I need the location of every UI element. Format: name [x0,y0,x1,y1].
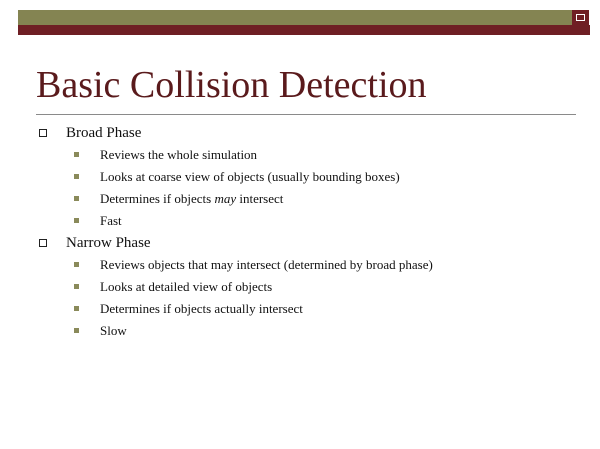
bullet-text: Determines if objects actually intersect [100,301,303,316]
bullet-text: Reviews the whole simulation [100,147,258,162]
bullet-level2-item [36,254,581,276]
slide-title: Basic Collision Detection [36,64,427,106]
bullet-text: Slow [100,323,127,338]
filled-square-bullet-icon [74,262,79,267]
corner-square-inner-icon [576,14,585,21]
bullet-text: intersect [236,191,284,206]
bullet-level1-label: Narrow Phase [66,235,151,251]
bullet-text: Fast [100,213,122,228]
hollow-square-bullet-icon [39,129,47,137]
bullet-level1-label: Broad Phase [66,125,142,141]
filled-square-bullet-icon [74,328,79,333]
filled-square-bullet-icon [74,174,79,179]
title-divider [36,114,576,115]
bullet-level2-item [36,320,581,342]
bullet-text: Determines if objects [100,191,215,206]
bullet-level2-item [36,276,581,298]
bullet-list [36,122,581,342]
bullet-level2-item [36,144,581,166]
bullet-level2-item [36,298,581,320]
bullet-level1-broad-phase [36,122,581,144]
bullet-level1-narrow-phase [36,232,581,254]
bullet-level2-item [36,210,581,232]
hollow-square-bullet-icon [39,239,47,247]
header-banner-maroon [18,25,590,35]
filled-square-bullet-icon [74,306,79,311]
filled-square-bullet-icon [74,218,79,223]
bullet-text: Reviews objects that may intersect (determined by broad phase) [100,257,433,272]
filled-square-bullet-icon [74,284,79,289]
filled-square-bullet-icon [74,152,79,157]
bullet-text: Looks at detailed view of objects [100,279,273,294]
bullet-text-emphasis: may [214,191,237,206]
filled-square-bullet-icon [74,196,79,201]
bullet-text: Looks at coarse view of objects (usually bounding boxes) [100,169,400,184]
header-corner-square [572,10,589,25]
bullet-level2-item [36,188,581,210]
bullet-level2-item [36,166,581,188]
header-banner-olive [18,10,572,25]
